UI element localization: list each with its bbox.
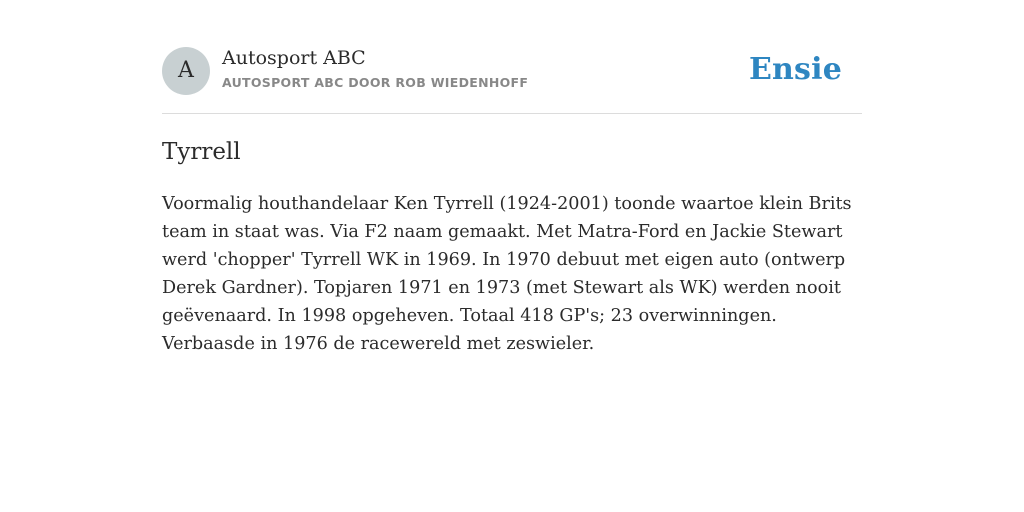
entry-body: Voormalig houthandelaar Ken Tyrrell (1924-2001) toonde waartoe klein Brits team in staat was. Via F2 naam gemaakt. Met Matra-Ford en Jackie Stewart werd 'chopper' Tyrrell WK in 1969. In 1970 debuut met eigen auto (ontwerp Derek Gardner). Topjaren 1971 en 1973 (met Stewart als WK) werden nooit geëvenaard. In 1998 opgeheven. Totaal 418 GP's; 23 overwinningen. Verbaasde in 1976 de racewereld met zeswieler.: [162, 194, 852, 354]
avatar[interactable]: A: [162, 47, 210, 95]
author-name[interactable]: Autosport ABC: [222, 47, 366, 69]
entry-card: [162, 46, 862, 354]
author-subtitle: AUTOSPORT ABC DOOR ROB WIEDENHOFF: [222, 75, 529, 90]
entry-header: [162, 46, 862, 114]
entry-title: Tyrrell: [162, 139, 241, 165]
ensie-logo-link[interactable]: Ensie: [748, 52, 842, 87]
